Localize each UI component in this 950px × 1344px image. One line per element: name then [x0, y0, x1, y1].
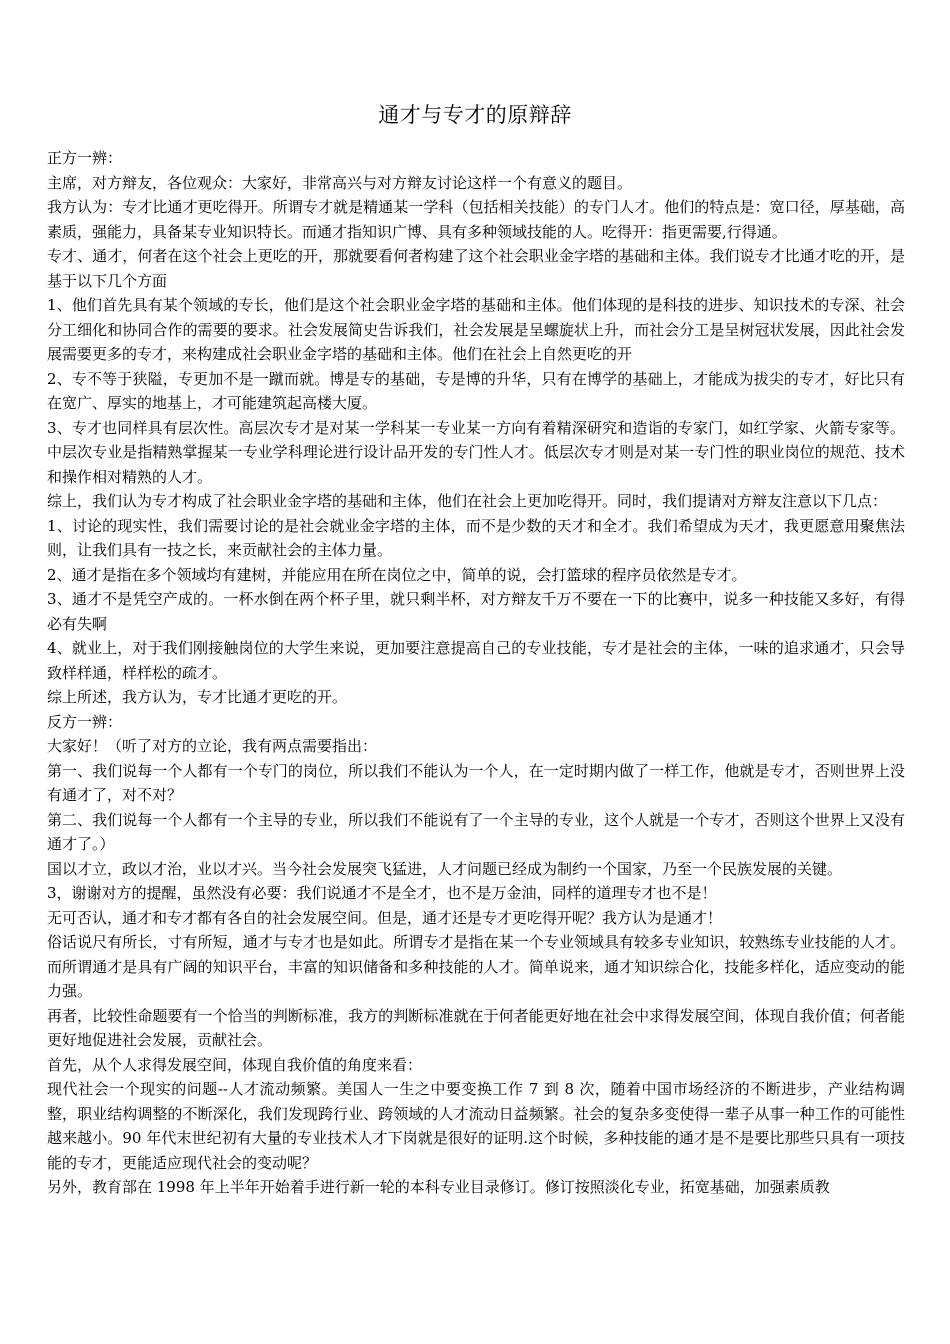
paragraph: 再者，比较性命题要有一个恰当的判断标准，我方的判断标准就在于何者能更好地在社会中求得发展空间，体现自我价值；何者能更好地促进社会发展，贡献社会。: [47, 1006, 905, 1049]
paragraph: 反方一辨：: [47, 712, 123, 731]
paragraph: 2、专不等于狭隘，专更加不是一蹴而就。博是专的基础，专是博的升华，只有在博学的基础上，才能成为拔尖的专才，好比只有在宽广、厚实的地基上，才可能建筑起高楼大厦。: [47, 369, 905, 412]
paragraph: 正方一辨：: [47, 149, 123, 167]
paragraph: 4、就业上，对于我们刚接触岗位的大学生来说，更加要注意提高自己的专业技能，专才是社会的主体，一味的追求通才，只会导致样样通，样样松的疏才。: [47, 639, 905, 682]
paragraph: 另外，教育部在 1998 年上半年开始着手进行新一轮的本科专业目录修订。修订按照淡化专业，拓宽基础，加强素质教: [47, 1178, 830, 1196]
paragraph: 1、他们首先具有某个领域的专长，他们是这个社会职业金字塔的基础和主体。他们体现的是科技的进步、知识技术的专深、社会分工细化和协同合作的需要的要求。社会发展简史告诉我们，社会发展是呈螺旋状上升，而社会分工是呈树冠状发展，因此社会发展需要更多的专才，来构建成社会职业金字塔的基础和主体。他们在社会上自然更吃的开: [47, 296, 905, 363]
paragraph: 国以才立，政以才治，业以才兴。当今社会发展突飞猛进，人才问题已经成为制约一个国家，乃至一个民族发展的关键。: [47, 859, 843, 878]
paragraph: 综上，我们认为专才构成了社会职业金字塔的基础和主体，他们在社会上更加吃得开。同时，我们提请对方辩友注意以下几点：: [47, 492, 888, 510]
paragraph: 首先，从个人求得发展空间，体现自我价值的角度来看：: [47, 1055, 423, 1074]
paragraph: 第一、我们说每一个人都有一个专门的岗位，所以我们不能认为一个人，在一定时期内做了一样工作，他就是专才，否则世界上没有通才了，对不对？: [47, 761, 905, 804]
paragraph: 3，谢谢对方的提醒，虽然没有必要：我们说通才不是全才，也不是万金油，同样的道理专才也不是！: [47, 884, 717, 902]
paragraph: 现代社会一个现实的问题--人才流动频繁。美国人一生之中要变换工作 7 到 8 次，随着中国市场经济的不断进步，产业结构调整，职业结构调整的不断深化，我们发现跨行业、跨领域的人才流动日益频繁。社会的复杂多变使得一辈子从事一种工作的可能性越来越小。90 年代末世纪初有大量的专业技术人才下岗就是很好的证明.这个时候，多种技能的通才是不是要比那些只具有一项技能的专才，更能适应现代社会的变动呢？: [47, 1080, 905, 1172]
document-title: 通才与专才的原辩辞: [378, 103, 572, 127]
document-body: [47, 146, 905, 1200]
paragraph: 1、讨论的现实性，我们需要讨论的是社会就业金字塔的主体，而不是少数的天才和全才。我们希望成为天才，我更愿意用聚焦法则，让我们具有一技之长，来贡献社会的主体力量。: [47, 516, 905, 559]
paragraph: 我方认为：专才比通才更吃得开。所谓专才就是精通某一学科（包括相关技能）的专门人才。他们的特点是：宽口径，厚基础，高素质，强能力，具备某专业知识特长。而通才指知识广博、具有多种领域技能的人。吃得开：指更需要,行得通。: [47, 198, 905, 241]
paragraph: 俗话说尺有所长，寸有所短，通才与专才也是如此。所谓专才是指在某一个专业领域具有较多专业知识，较熟练专业技能的人才。而所谓通才是具有广阔的知识平台，丰富的知识储备和多种技能的人才。简单说来，通才知识综合化，技能多样化，适应变动的能力强。: [47, 933, 905, 1000]
paragraph: 2、通才是指在多个领域均有建树，并能应用在所在岗位之中，简单的说，会打篮球的程序员依然是专才。: [47, 565, 747, 584]
paragraph: 无可否认，通才和专才都有各自的社会发展空间。但是，通才还是专才更吃得开呢？我方认为是通才！: [47, 908, 723, 927]
paragraph: 专才、通才，何者在这个社会上更吃的开，那就要看何者构建了这个社会职业金字塔的基础和主体。我们说专才比通才吃的开，是基于以下几个方面: [47, 247, 905, 290]
paragraph: 综上所述，我方认为，专才比通才更吃的开。: [47, 688, 348, 706]
paragraph: 3、通才不是凭空产成的。一杯水倒在两个杯子里，就只剩半杯，对方辩友千万不要在一下的比赛中，说多一种技能又多好，有得必有失啊: [47, 590, 905, 633]
paragraph: 第二、我们说每一个人都有一个主导的专业，所以我们不能说有了一个主导的专业，这个人就是一个专才，否则这个世界上又没有通才了。）: [47, 810, 905, 853]
paragraph: 大家好！（听了对方的立论，我有两点需要指出：: [47, 737, 378, 755]
paragraph: 主席，对方辩友，各位观众：大家好，非常高兴与对方辩友讨论这样一个有意义的题目。: [47, 173, 633, 192]
paragraph: 3、专才也同样具有层次性。高层次专才是对某一学科某一专业某一方向有着精深研究和造诣的专家门，如红学家、火箭专家等。中层次专业是指精熟掌握某一专业学科理论进行设计品开发的专门性人才。低层次专才则是对某一专门性的职业岗位的规范、技术和操作相对精熟的人才。: [47, 418, 905, 486]
